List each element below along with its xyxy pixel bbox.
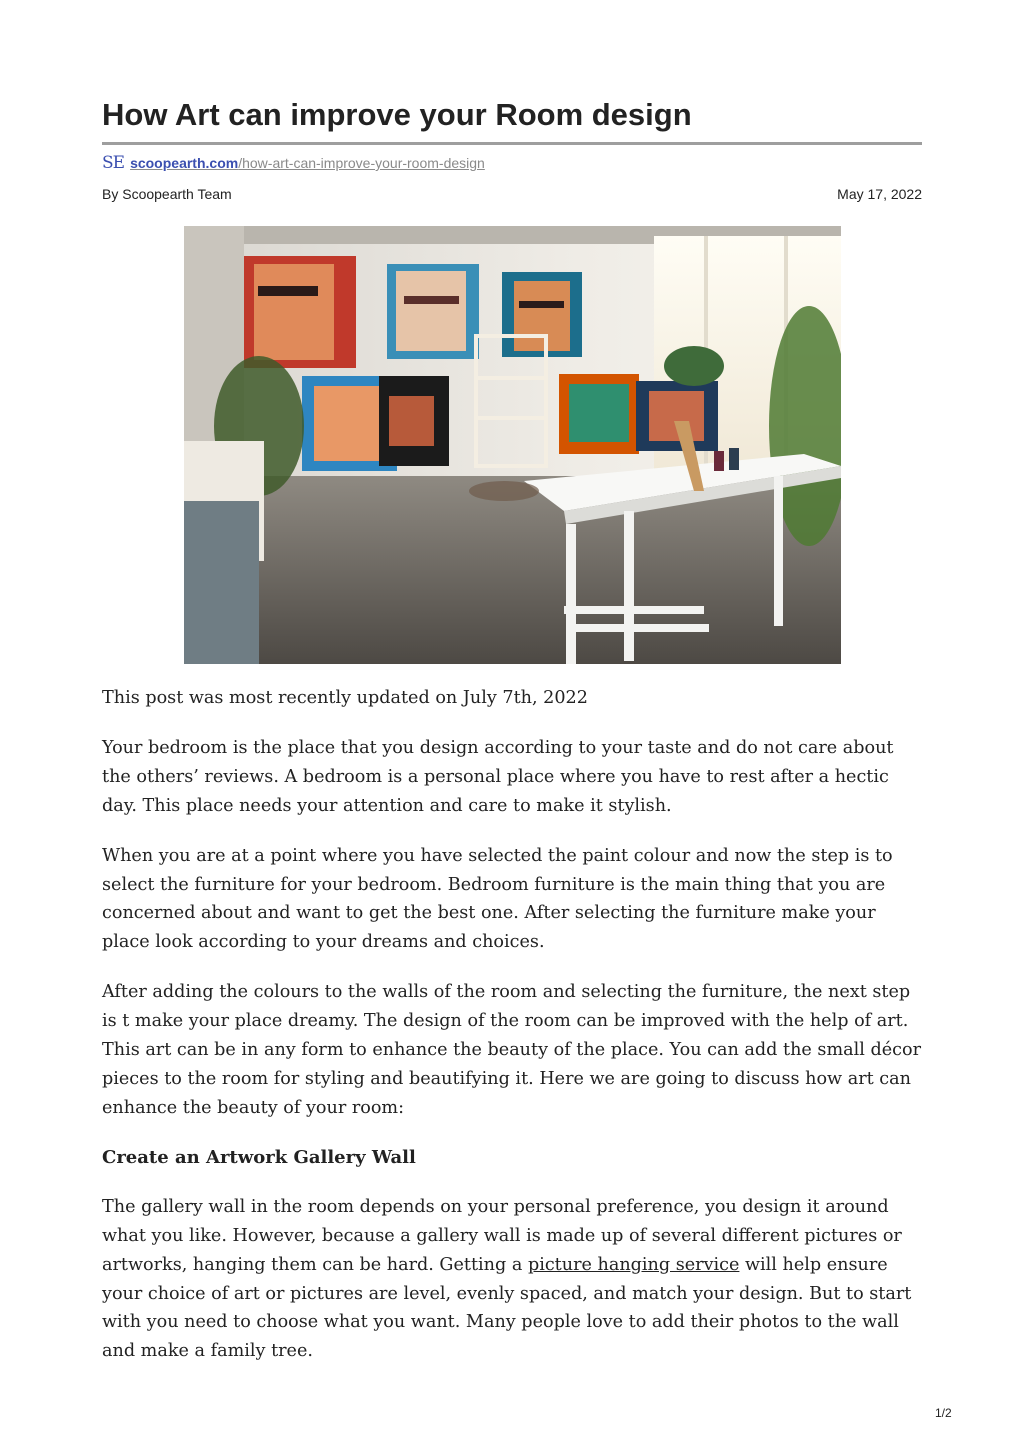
paragraph-2: When you are at a point where you have selected the paint colour and now the step is to select the furniture for your bedroom. Bedroom furniture is the main thing that you are concerned about and want to get the best one. After selecting the furniture make your place look according to your dreams and choices. (102, 845, 893, 953)
hero-image (184, 226, 841, 664)
page-number: 1/2 (935, 1406, 952, 1420)
paragraph-1: Your bedroom is the place that you design according to your taste and do not care about the others’ reviews. A bedroom is a personal place where you have to rest after a hectic day. This place needs your attention and care to make it stylish. (102, 737, 894, 816)
source-path: /how-art-can-improve-your-room-design (238, 155, 485, 171)
site-logo-icon: SE (102, 152, 125, 173)
source-line (102, 153, 485, 173)
paragraph-4-text-end: will help ensure your choice of art or pictures are level, evenly spaced, and match your design. But to start with you need to choose what you want. Many people love to add their photos to the wall and make a family tree. (102, 1254, 912, 1362)
paragraph-3: After adding the colours to the walls of the room and selecting the furniture, the next step is t make your place dreamy. The design of the room can be improved with the help of art. This art can be in any form to enhance the beauty of the place. You can add the small décor pieces to the room for styling and beautifying it. Here we are going to discuss how art can enhance the beauty of your room: (102, 982, 922, 1118)
article-title: How Art can improve your Room design (102, 97, 692, 132)
byline (102, 186, 922, 202)
title-divider (102, 142, 922, 145)
updated-notice: This post was most recently updated on July 7th, 2022 (102, 688, 588, 708)
publish-date: May 17, 2022 (837, 186, 922, 202)
paragraph-4-text-start: The gallery wall in the room depends on your personal preference, you design it around what you like. However, because a gallery wall is made up of several different pictures or artworks, hanging them can be hard. Getting a (102, 1196, 902, 1275)
section-heading: Create an Artwork Gallery Wall (102, 1146, 416, 1168)
source-url-link[interactable] (130, 155, 485, 171)
author: By Scoopearth Team (102, 186, 232, 202)
article-body (102, 684, 922, 1387)
paragraph-4 (102, 1193, 922, 1366)
picture-hanging-service-link[interactable]: picture hanging service (527, 1254, 740, 1275)
source-domain: scoopearth.com (130, 155, 239, 171)
